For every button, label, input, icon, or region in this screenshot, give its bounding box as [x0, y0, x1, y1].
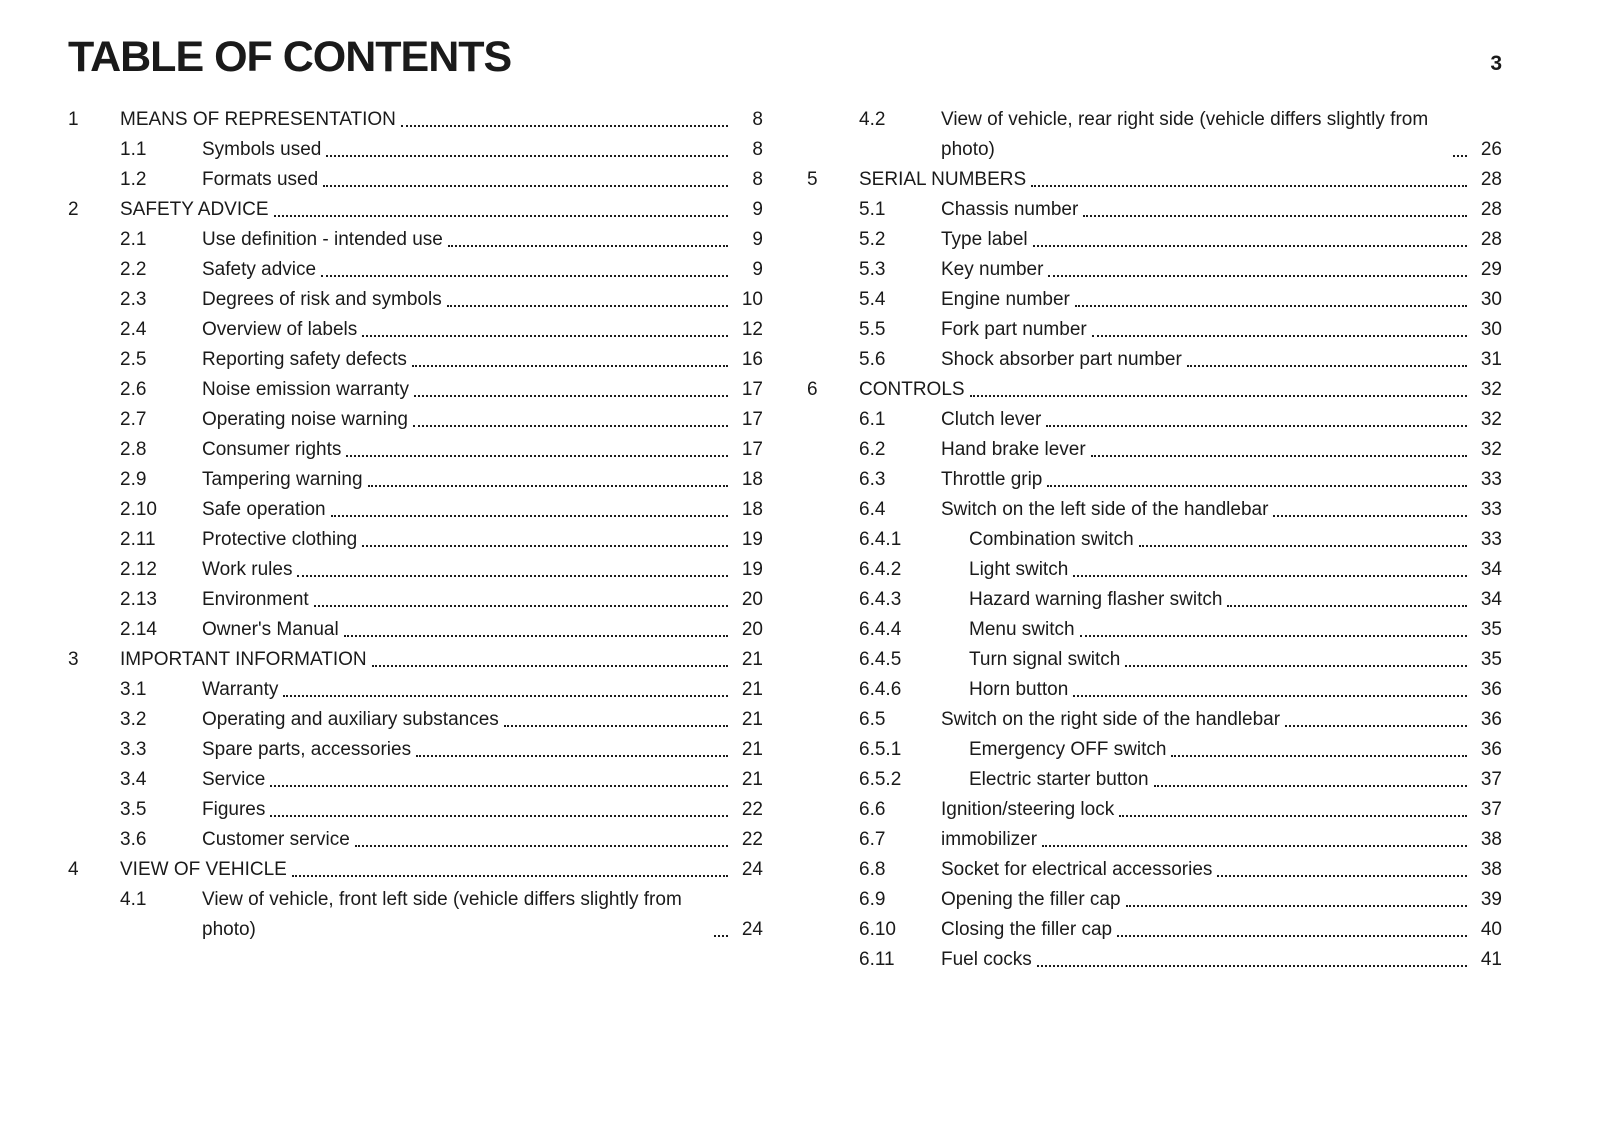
- toc-entry-page: 36: [1480, 709, 1502, 731]
- toc-entry[interactable]: [807, 435, 1502, 465]
- toc-entry-page: 28: [1480, 199, 1502, 221]
- toc-entry-page: 9: [752, 259, 763, 281]
- toc-entry-number: 5.4: [859, 289, 886, 311]
- dot-leader: [326, 155, 728, 157]
- toc-column-left: [68, 105, 763, 975]
- toc-entry-label: Figures: [202, 799, 266, 821]
- toc-column-right: [807, 105, 1502, 975]
- toc-entry-page: 32: [1480, 409, 1502, 431]
- dot-leader: [270, 785, 728, 787]
- dot-leader: [401, 125, 728, 127]
- toc-entry[interactable]: [807, 825, 1502, 855]
- toc-entry-page: 16: [741, 349, 763, 371]
- toc-entry-number: 4.2: [859, 109, 886, 131]
- toc-entry-number: 6.4.3: [859, 589, 902, 611]
- toc-entry-number: 5.5: [859, 319, 886, 341]
- toc-entry-number: 5.3: [859, 259, 886, 281]
- dot-leader: [1083, 215, 1467, 217]
- toc-entry-number: 2.10: [120, 499, 157, 521]
- toc-entry-label: Closing the filler cap: [941, 919, 1113, 941]
- toc-entry-label: Shock absorber part number: [941, 349, 1182, 371]
- toc-entry-number: 6.4.4: [859, 619, 902, 641]
- dot-leader: [1091, 455, 1467, 457]
- dot-leader: [372, 665, 728, 667]
- toc-entry[interactable]: [68, 585, 763, 615]
- dot-leader: [368, 485, 728, 487]
- dot-leader: [1075, 305, 1467, 307]
- toc-entry[interactable]: [807, 225, 1502, 255]
- toc-entry-page: 41: [1480, 949, 1502, 971]
- toc-entry-number: 1.1: [120, 139, 147, 161]
- toc-entry[interactable]: [807, 375, 1502, 405]
- dot-leader: [297, 575, 728, 577]
- dot-leader: [504, 725, 728, 727]
- toc-entry-number: 6.5.1: [859, 739, 902, 761]
- toc-entry-page: 8: [752, 139, 763, 161]
- toc-entry-page: 37: [1480, 799, 1502, 821]
- toc-entry-label: Switch on the right side of the handlebar: [941, 709, 1281, 731]
- toc-entry-label: CONTROLS: [859, 379, 965, 401]
- dot-leader: [1037, 965, 1467, 967]
- dot-leader: [1171, 755, 1467, 757]
- dot-leader: [270, 815, 728, 817]
- toc-entry[interactable]: [807, 765, 1502, 795]
- toc-entry[interactable]: [807, 795, 1502, 825]
- toc-entry-page: 36: [1480, 739, 1502, 761]
- dot-leader: [970, 395, 1467, 397]
- toc-entry-page: 26: [1480, 139, 1502, 161]
- toc-entry-page: 12: [741, 319, 763, 341]
- toc-entry-label: Owner's Manual: [202, 619, 339, 641]
- toc-entry[interactable]: [68, 165, 763, 195]
- toc-entry[interactable]: [68, 495, 763, 525]
- toc-entry[interactable]: [68, 135, 763, 165]
- toc-entry-page: 28: [1480, 169, 1502, 191]
- toc-entry-page: 32: [1480, 379, 1502, 401]
- toc-entry-label: Clutch lever: [941, 409, 1042, 431]
- toc-entry-page: 8: [752, 169, 763, 191]
- dot-leader: [1042, 845, 1467, 847]
- dot-leader: [323, 185, 728, 187]
- toc-entry-label: Emergency OFF switch: [969, 739, 1167, 761]
- toc-entry[interactable]: [68, 705, 763, 735]
- dot-leader: [274, 215, 728, 217]
- toc-entry-page: 40: [1480, 919, 1502, 941]
- toc-entry-label: Safe operation: [202, 499, 326, 521]
- toc-entry-number: 6.2: [859, 439, 886, 461]
- dot-leader: [1048, 275, 1467, 277]
- toc-entry-label: VIEW OF VEHICLE: [120, 859, 287, 881]
- dot-leader: [448, 245, 728, 247]
- toc-entry-page: 9: [752, 229, 763, 251]
- page-number: 3: [1490, 52, 1502, 76]
- dot-leader: [1217, 875, 1467, 877]
- toc-entry-label: Symbols used: [202, 139, 322, 161]
- toc-entry-label: Degrees of risk and symbols: [202, 289, 442, 311]
- toc-entry-label: SAFETY ADVICE: [120, 199, 269, 221]
- dot-leader: [1453, 155, 1467, 157]
- toc-entry-label: Opening the filler cap: [941, 889, 1121, 911]
- toc-entry-page: 39: [1480, 889, 1502, 911]
- toc-entry[interactable]: [807, 195, 1502, 225]
- toc-entry[interactable]: [68, 795, 763, 825]
- toc-entry-page: 36: [1480, 679, 1502, 701]
- toc-entry-label: Spare parts, accessories: [202, 739, 412, 761]
- toc-entry-page: 34: [1480, 559, 1502, 581]
- toc-entry-page: 20: [741, 619, 763, 641]
- dot-leader: [1080, 635, 1467, 637]
- toc-entry-page: 35: [1480, 619, 1502, 641]
- toc-entry-page: 32: [1480, 439, 1502, 461]
- toc-entry[interactable]: [807, 315, 1502, 345]
- toc-entry-number: 2.9: [120, 469, 147, 491]
- dot-leader: [1227, 605, 1467, 607]
- toc-entry[interactable]: [807, 945, 1502, 975]
- toc-entry-number: 2.14: [120, 619, 157, 641]
- toc-entry-number: 1.2: [120, 169, 147, 191]
- toc-entry[interactable]: [68, 465, 763, 495]
- dot-leader: [1031, 185, 1467, 187]
- toc-entry-label: immobilizer: [941, 829, 1038, 851]
- toc-entry-page: 19: [741, 529, 763, 551]
- dot-leader: [1073, 575, 1467, 577]
- toc-entry-label: Hazard warning flasher switch: [969, 589, 1223, 611]
- toc-entry[interactable]: [68, 315, 763, 345]
- toc-entry[interactable]: [807, 345, 1502, 375]
- toc-entry-label: View of vehicle, rear right side (vehicle differs slightly from photo): [941, 109, 1429, 161]
- toc-entry[interactable]: [807, 615, 1502, 645]
- toc-entry-number: 2.7: [120, 409, 147, 431]
- toc-entry-number: 5: [807, 169, 818, 191]
- toc-entry[interactable]: [68, 825, 763, 855]
- toc-entry-label: Fuel cocks: [941, 949, 1032, 971]
- dot-leader: [314, 605, 728, 607]
- toc-entry[interactable]: [807, 465, 1502, 495]
- toc-entry-page: 17: [741, 409, 763, 431]
- toc-entry-number: 2.13: [120, 589, 157, 611]
- toc-entry-label: Light switch: [969, 559, 1069, 581]
- toc-entry-number: 6.10: [859, 919, 896, 941]
- toc-entry-label: Engine number: [941, 289, 1070, 311]
- toc-entry-page: 31: [1480, 349, 1502, 371]
- toc-entry-number: 6.4.2: [859, 559, 902, 581]
- toc-entry-label: Type label: [941, 229, 1028, 251]
- toc-entry-page: 21: [741, 649, 763, 671]
- toc-entry-number: 3.4: [120, 769, 147, 791]
- toc-entry[interactable]: [68, 105, 763, 135]
- toc-entry-number: 5.6: [859, 349, 886, 371]
- dot-leader: [416, 755, 728, 757]
- toc-entry-page: 21: [741, 709, 763, 731]
- toc-entry-number: 3.5: [120, 799, 147, 821]
- toc-entry[interactable]: [68, 195, 763, 225]
- dot-leader: [362, 545, 728, 547]
- toc-columns: [68, 105, 1502, 975]
- toc-entry[interactable]: [807, 525, 1502, 555]
- toc-entry-number: 6.4.1: [859, 529, 902, 551]
- toc-entry-page: 33: [1480, 469, 1502, 491]
- toc-entry-number: 2.11: [120, 529, 156, 551]
- toc-entry[interactable]: [807, 885, 1502, 915]
- toc-entry-page: 10: [741, 289, 763, 311]
- toc-entry-page: 22: [741, 829, 763, 851]
- dot-leader: [413, 425, 728, 427]
- toc-entry[interactable]: [807, 255, 1502, 285]
- dot-leader: [321, 275, 728, 277]
- toc-entry-page: 28: [1480, 229, 1502, 251]
- toc-entry[interactable]: [807, 735, 1502, 765]
- toc-entry-label: Key number: [941, 259, 1044, 281]
- toc-entry-page: 35: [1480, 649, 1502, 671]
- toc-entry[interactable]: [68, 375, 763, 405]
- toc-entry-label: Fork part number: [941, 319, 1087, 341]
- toc-entry-number: 6.11: [859, 949, 895, 971]
- toc-entry-number: 3.1: [120, 679, 147, 701]
- toc-entry-page: 29: [1480, 259, 1502, 281]
- toc-header: [68, 34, 1502, 81]
- toc-entry-number: 6.6: [859, 799, 886, 821]
- toc-entry-page: 8: [752, 109, 763, 131]
- dot-leader: [283, 695, 728, 697]
- toc-entry-number: 3: [68, 649, 79, 671]
- toc-entry-number: 2.6: [120, 379, 147, 401]
- toc-entry-label: Socket for electrical accessories: [941, 859, 1213, 881]
- toc-entry-page: 24: [741, 859, 763, 881]
- toc-entry-page: 17: [741, 379, 763, 401]
- toc-entry-label: Hand brake lever: [941, 439, 1086, 461]
- dot-leader: [714, 935, 728, 937]
- toc-entry[interactable]: [68, 285, 763, 315]
- dot-leader: [1285, 725, 1467, 727]
- toc-entry-number: 6.3: [859, 469, 886, 491]
- toc-entry-label: Tampering warning: [202, 469, 363, 491]
- toc-entry-page: 37: [1480, 769, 1502, 791]
- toc-entry-label: Combination switch: [969, 529, 1134, 551]
- dot-leader: [1139, 545, 1467, 547]
- toc-entry-page: 34: [1480, 589, 1502, 611]
- toc-entry[interactable]: [807, 645, 1502, 675]
- dot-leader: [344, 635, 728, 637]
- toc-entry-label: Operating and auxiliary substances: [202, 709, 499, 731]
- toc-entry-page: 19: [741, 559, 763, 581]
- dot-leader: [447, 305, 728, 307]
- toc-entry-label: Work rules: [202, 559, 293, 581]
- toc-entry-label: Service: [202, 769, 266, 791]
- toc-entry[interactable]: [68, 855, 763, 885]
- toc-entry-page: 38: [1480, 829, 1502, 851]
- dot-leader: [1187, 365, 1467, 367]
- dot-leader: [1047, 485, 1467, 487]
- toc-entry-page: 22: [741, 799, 763, 821]
- toc-entry-label: Overview of labels: [202, 319, 358, 341]
- toc-entry[interactable]: [68, 675, 763, 705]
- dot-leader: [1273, 515, 1467, 517]
- toc-entry-page: 21: [741, 679, 763, 701]
- toc-entry[interactable]: [807, 675, 1502, 705]
- toc-entry[interactable]: [68, 765, 763, 795]
- dot-leader: [362, 335, 728, 337]
- toc-entry-page: 20: [741, 589, 763, 611]
- toc-entry-number: 6.1: [859, 409, 886, 431]
- toc-entry[interactable]: [807, 285, 1502, 315]
- toc-entry-number: 2: [68, 199, 79, 221]
- toc-entry[interactable]: [807, 585, 1502, 615]
- toc-entry[interactable]: [807, 405, 1502, 435]
- toc-entry-number: 5.2: [859, 229, 886, 251]
- dot-leader: [292, 875, 728, 877]
- toc-entry-page: 9: [752, 199, 763, 221]
- dot-leader: [1154, 785, 1467, 787]
- toc-entry-label: Electric starter button: [969, 769, 1149, 791]
- toc-entry[interactable]: [68, 735, 763, 765]
- toc-entry-number: 6: [807, 379, 818, 401]
- toc-entry-page: 18: [741, 499, 763, 521]
- toc-entry-label: Operating noise warning: [202, 409, 408, 431]
- toc-entry-label: Throttle grip: [941, 469, 1043, 491]
- toc-entry-page: 24: [741, 919, 763, 941]
- toc-entry-page: 38: [1480, 859, 1502, 881]
- toc-entry-number: 5.1: [859, 199, 886, 221]
- dot-leader: [414, 395, 728, 397]
- toc-entry-page: 21: [741, 769, 763, 791]
- toc-entry[interactable]: [68, 435, 763, 465]
- toc-entry-label: Horn button: [969, 679, 1069, 701]
- toc-entry-number: 6.7: [859, 829, 886, 851]
- toc-entry-number: 2.5: [120, 349, 147, 371]
- toc-entry-number: 2.3: [120, 289, 147, 311]
- toc-entry-number: 3.3: [120, 739, 147, 761]
- toc-entry-number: 2.8: [120, 439, 147, 461]
- dot-leader: [346, 455, 728, 457]
- toc-entry-label: Chassis number: [941, 199, 1079, 221]
- toc-entry-number: 6.4.5: [859, 649, 902, 671]
- toc-entry-page: 33: [1480, 529, 1502, 551]
- toc-entry-page: 17: [741, 439, 763, 461]
- toc-entry-label: Safety advice: [202, 259, 317, 281]
- toc-entry-page: 18: [741, 469, 763, 491]
- toc-entry[interactable]: [68, 345, 763, 375]
- toc-entry[interactable]: [68, 555, 763, 585]
- toc-entry-number: 1: [68, 109, 79, 131]
- toc-entry[interactable]: [807, 705, 1502, 735]
- dot-leader: [1125, 665, 1467, 667]
- toc-entry[interactable]: [68, 885, 763, 945]
- toc-entry-number: 4.1: [120, 889, 147, 911]
- toc-entry[interactable]: [68, 525, 763, 555]
- toc-entry[interactable]: [68, 615, 763, 645]
- toc-entry-label: Protective clothing: [202, 529, 358, 551]
- toc-entry-page: 30: [1480, 289, 1502, 311]
- toc-entry-number: 2.1: [120, 229, 147, 251]
- toc-entry-number: 3.6: [120, 829, 147, 851]
- toc-entry-label: Ignition/steering lock: [941, 799, 1115, 821]
- toc-entry-page: 30: [1480, 319, 1502, 341]
- toc-entry-number: 2.2: [120, 259, 147, 281]
- toc-entry[interactable]: [807, 495, 1502, 525]
- toc-entry-label: Switch on the left side of the handlebar: [941, 499, 1269, 521]
- dot-leader: [1119, 815, 1467, 817]
- toc-entry-page: 33: [1480, 499, 1502, 521]
- toc-entry[interactable]: [807, 555, 1502, 585]
- toc-entry-label: MEANS OF REPRESENTATION: [120, 109, 396, 131]
- toc-entry-label: Reporting safety defects: [202, 349, 407, 371]
- dot-leader: [1073, 695, 1467, 697]
- toc-entry-number: 6.4: [859, 499, 886, 521]
- dot-leader: [1117, 935, 1467, 937]
- toc-entry-number: 6.5: [859, 709, 886, 731]
- toc-entry-label: Customer service: [202, 829, 350, 851]
- toc-entry[interactable]: [807, 105, 1502, 165]
- toc-entry-number: 4: [68, 859, 79, 881]
- toc-entry[interactable]: [807, 855, 1502, 885]
- toc-entry-number: 2.12: [120, 559, 157, 581]
- toc-entry-label: Consumer rights: [202, 439, 342, 461]
- dot-leader: [355, 845, 728, 847]
- toc-entry-number: 2.4: [120, 319, 147, 341]
- toc-entry[interactable]: [807, 915, 1502, 945]
- toc-entry-number: 3.2: [120, 709, 147, 731]
- toc-entry-label: Environment: [202, 589, 309, 611]
- toc-entry[interactable]: [807, 165, 1502, 195]
- toc-entry[interactable]: [68, 645, 763, 675]
- toc-entry-label: Noise emission warranty: [202, 379, 409, 401]
- dot-leader: [1092, 335, 1467, 337]
- dot-leader: [1033, 245, 1467, 247]
- toc-entry-label: Warranty: [202, 679, 279, 701]
- toc-entry-number: 6.5.2: [859, 769, 902, 791]
- dot-leader: [331, 515, 728, 517]
- toc-entry-label: SERIAL NUMBERS: [859, 169, 1027, 191]
- toc-entry-number: 6.4.6: [859, 679, 902, 701]
- toc-entry-label: Formats used: [202, 169, 319, 191]
- dot-leader: [1046, 425, 1467, 427]
- dot-leader: [412, 365, 728, 367]
- toc-entry-label: Turn signal switch: [969, 649, 1121, 671]
- toc-entry[interactable]: [68, 225, 763, 255]
- toc-entry[interactable]: [68, 405, 763, 435]
- toc-entry[interactable]: [68, 255, 763, 285]
- toc-entry-page: 21: [741, 739, 763, 761]
- toc-entry-number: 6.9: [859, 889, 886, 911]
- dot-leader: [1126, 905, 1467, 907]
- toc-entry-label: IMPORTANT INFORMATION: [120, 649, 367, 671]
- toc-entry-label: Menu switch: [969, 619, 1075, 641]
- toc-entry-label: View of vehicle, front left side (vehicle differs slightly from photo): [202, 889, 682, 941]
- toc-entry-number: 6.8: [859, 859, 886, 881]
- page-title: TABLE OF CONTENTS: [68, 33, 512, 81]
- toc-entry-label: Use definition - intended use: [202, 229, 443, 251]
